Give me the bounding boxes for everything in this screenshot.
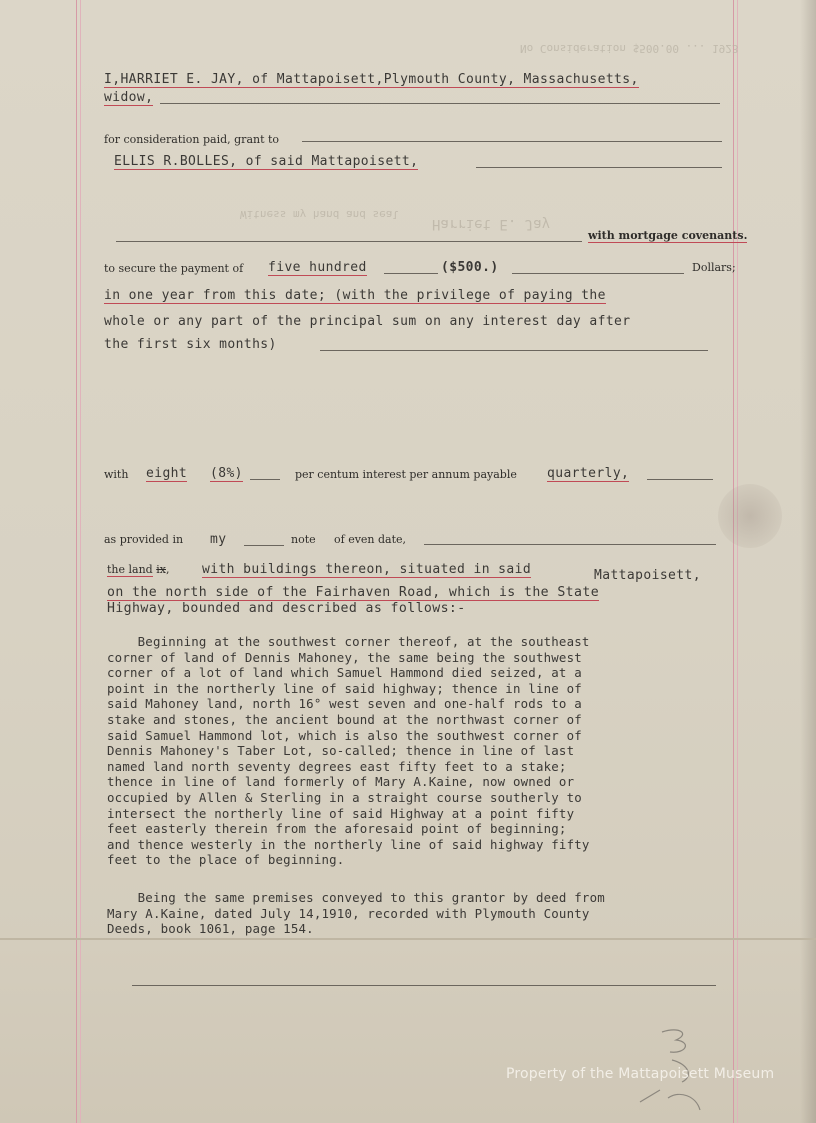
land-town: Mattapoisett, (594, 568, 701, 583)
description-line: Dennis Mahoney's Taber Lot, so-called; thence in line of last (107, 743, 575, 759)
title-source (107, 890, 605, 937)
property-description (107, 634, 590, 868)
terms-line-1: in one year from this date; (with the privilege of paying the (104, 288, 606, 303)
rate-words: eight (146, 466, 188, 481)
note-label: note (291, 533, 316, 546)
amount-numeric: ($500.) (441, 260, 499, 275)
bleed-through-text: No Consideration $500.00 ... 1923 (520, 42, 739, 55)
rate-numeric: (8%) (210, 466, 243, 481)
even-date-label: of even date, (334, 533, 407, 546)
closing-rule (132, 985, 716, 986)
terms-rule (320, 350, 708, 351)
description-line: feet easterly therein from the aforesaid point of beginning; (107, 821, 567, 837)
grantee-rule (476, 167, 722, 168)
grantor-status: widow, (104, 90, 154, 105)
covenants-rule (116, 241, 582, 242)
secure-payment-label: to secure the payment of (104, 262, 244, 275)
description-line: named land north seventy degrees east fifty feet to a stake; (107, 758, 567, 774)
source-line-3: Deeds, book 1061, page 154. (107, 921, 314, 937)
paper-stain (718, 484, 782, 548)
source-line-1: Being the same premises conveyed to this grantor by deed from (107, 890, 605, 905)
payable-frequency: quarterly, (547, 466, 630, 481)
land-line-3: Highway, bounded and described as follows:- (107, 601, 466, 616)
provided-label: as provided in (104, 533, 184, 546)
bleed-through-text-2: Witness my hand and seal (240, 208, 399, 221)
dollars-label: Dollars; (692, 261, 736, 274)
amount-trailing-rule (512, 273, 684, 274)
consideration-rule (302, 141, 722, 142)
amount-rule (384, 273, 438, 274)
frequency-rule (647, 479, 713, 480)
per-centum-label: per centum interest per annum payable (295, 468, 517, 481)
left-margin-rule (76, 0, 77, 1123)
land-line-1: with buildings thereon, situated in said (202, 562, 532, 577)
provided-rule (244, 545, 284, 546)
amount-words: five hundred (268, 260, 367, 275)
page-edge-shadow (800, 0, 816, 1123)
with-label: with (104, 468, 129, 481)
land-line-2: on the north side of the Fairhaven Road, which is the State (107, 585, 600, 600)
grantee-name: ELLIS R.BOLLES, of said Mattapoisett, (114, 154, 419, 169)
source-line-2: Mary A.Kaine, dated July 14,1910, recorded with Plymouth County (107, 905, 590, 921)
description-line: occupied by Allen & Sterling in a straight course southerly to (107, 789, 582, 805)
even-date-rule (424, 544, 716, 545)
description-line: Beginning at the southwest corner thereof, at the southeast (107, 634, 590, 649)
terms-line-2: whole or any part of the principal sum on any interest day after (104, 314, 631, 329)
description-line: point in the northerly line of said highway; thence in line of (107, 680, 582, 696)
page-fold (0, 938, 816, 940)
left-margin-rule-inner (80, 0, 81, 1123)
land-label: the land ix, (107, 563, 170, 576)
description-line: corner of a lot of land which Samuel Hammond died seized, at a (107, 665, 582, 681)
description-line: and thence westerly in the northerly line of said highway fifty (107, 836, 590, 852)
covenants-label: with mortgage covenants. (588, 229, 748, 242)
rate-rule (250, 479, 280, 480)
description-line: corner of land of Dennis Mahoney, the same being the southwest (107, 649, 582, 665)
consideration-label: for consideration paid, grant to (104, 133, 280, 146)
description-line: stake and stones, the ancient bound at the northwast corner of (107, 711, 582, 727)
land-struck-text: ix (156, 563, 166, 576)
description-line: said Samuel Hammond lot, which is also the southwest corner of (107, 727, 582, 743)
provided-pronoun: my (210, 532, 227, 547)
right-margin-rule-inner (737, 0, 738, 1123)
bleed-through-signature: Harriet E. Jay (432, 216, 551, 232)
description-line: intersect the northerly line of said Highway at a point fifty (107, 805, 575, 821)
grantor-blank-rule (160, 103, 720, 104)
description-line: said Mahoney land, north 16° west seven and one-half rods to a (107, 696, 582, 712)
description-line: thence in line of land formerly of Mary A.Kaine, now owned or (107, 774, 575, 790)
grantor-line: I,HARRIET E. JAY, of Mattapoisett,Plymouth County, Massachusetts, (104, 72, 639, 87)
museum-watermark: Property of the Mattapoisett Museum (506, 1066, 775, 1082)
right-margin-rule (733, 0, 734, 1123)
terms-line-3: the first six months) (104, 337, 277, 352)
description-line: feet to the place of beginning. (107, 852, 345, 868)
